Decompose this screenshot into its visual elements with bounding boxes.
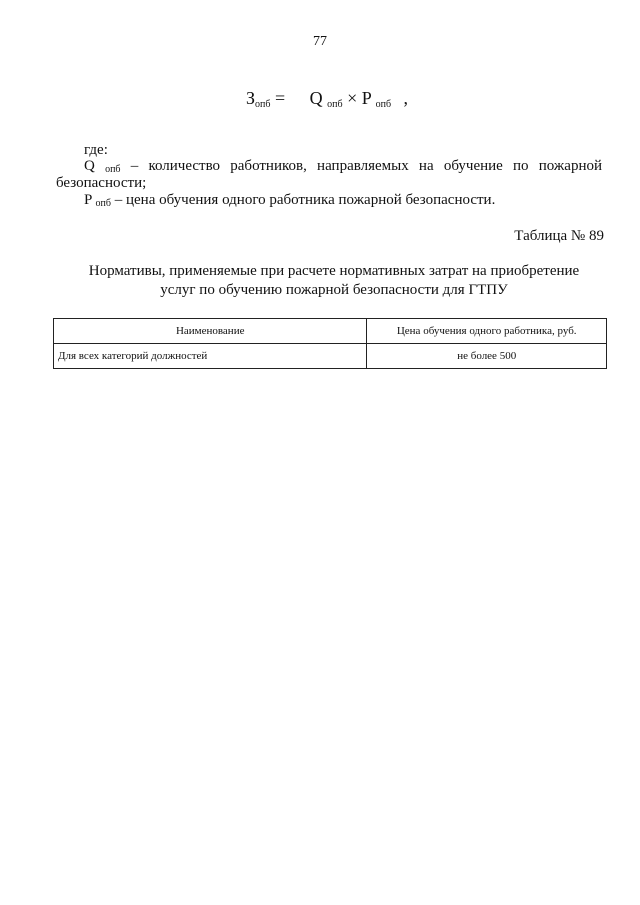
formula-q: Q <box>309 88 323 108</box>
p-subscript: опб <box>95 198 111 209</box>
where-label: где: <box>84 142 108 158</box>
p-description: – цена обучения одного работника пожарной безопасности. <box>114 192 496 208</box>
formula-p: P <box>361 88 372 108</box>
norms-table <box>53 318 607 369</box>
table-title-line1: Нормативы, применяемые при расчете нормативных затрат на приобретение <box>88 263 580 279</box>
table-title-line2: услуг по обучению пожарной безопасности для ГТПУ <box>160 282 508 298</box>
q-description: – количество работников, направляемых на обучение по пожарной <box>130 158 602 174</box>
header-price: Цена обучения одного работника, руб. <box>367 319 607 344</box>
p-symbol: P <box>84 192 92 208</box>
header-name: Наименование <box>54 319 367 344</box>
cost-formula <box>246 88 408 110</box>
formula-lhs-subscript: опб <box>255 99 271 110</box>
p-definition <box>84 192 495 209</box>
formula-p-subscript: опб <box>375 99 392 110</box>
cell-price: не более 500 <box>367 344 607 369</box>
table-label: Таблица № 89 <box>514 228 604 244</box>
q-subscript: опб <box>105 164 121 175</box>
page-number: 77 <box>313 34 327 49</box>
table-row <box>54 344 607 369</box>
table-title <box>40 262 628 300</box>
table-header-row <box>54 319 607 344</box>
q-definition-line1 <box>84 158 602 175</box>
formula-comma: , <box>403 88 409 108</box>
formula-times: × <box>347 88 358 108</box>
cell-category: Для всех категорий должностей <box>54 344 367 369</box>
q-symbol: Q <box>84 158 95 174</box>
formula-equals: = <box>274 88 286 108</box>
formula-lhs: З <box>246 88 256 108</box>
q-definition-line2: безопасности; <box>56 175 147 191</box>
formula-q-subscript: опб <box>327 99 343 110</box>
